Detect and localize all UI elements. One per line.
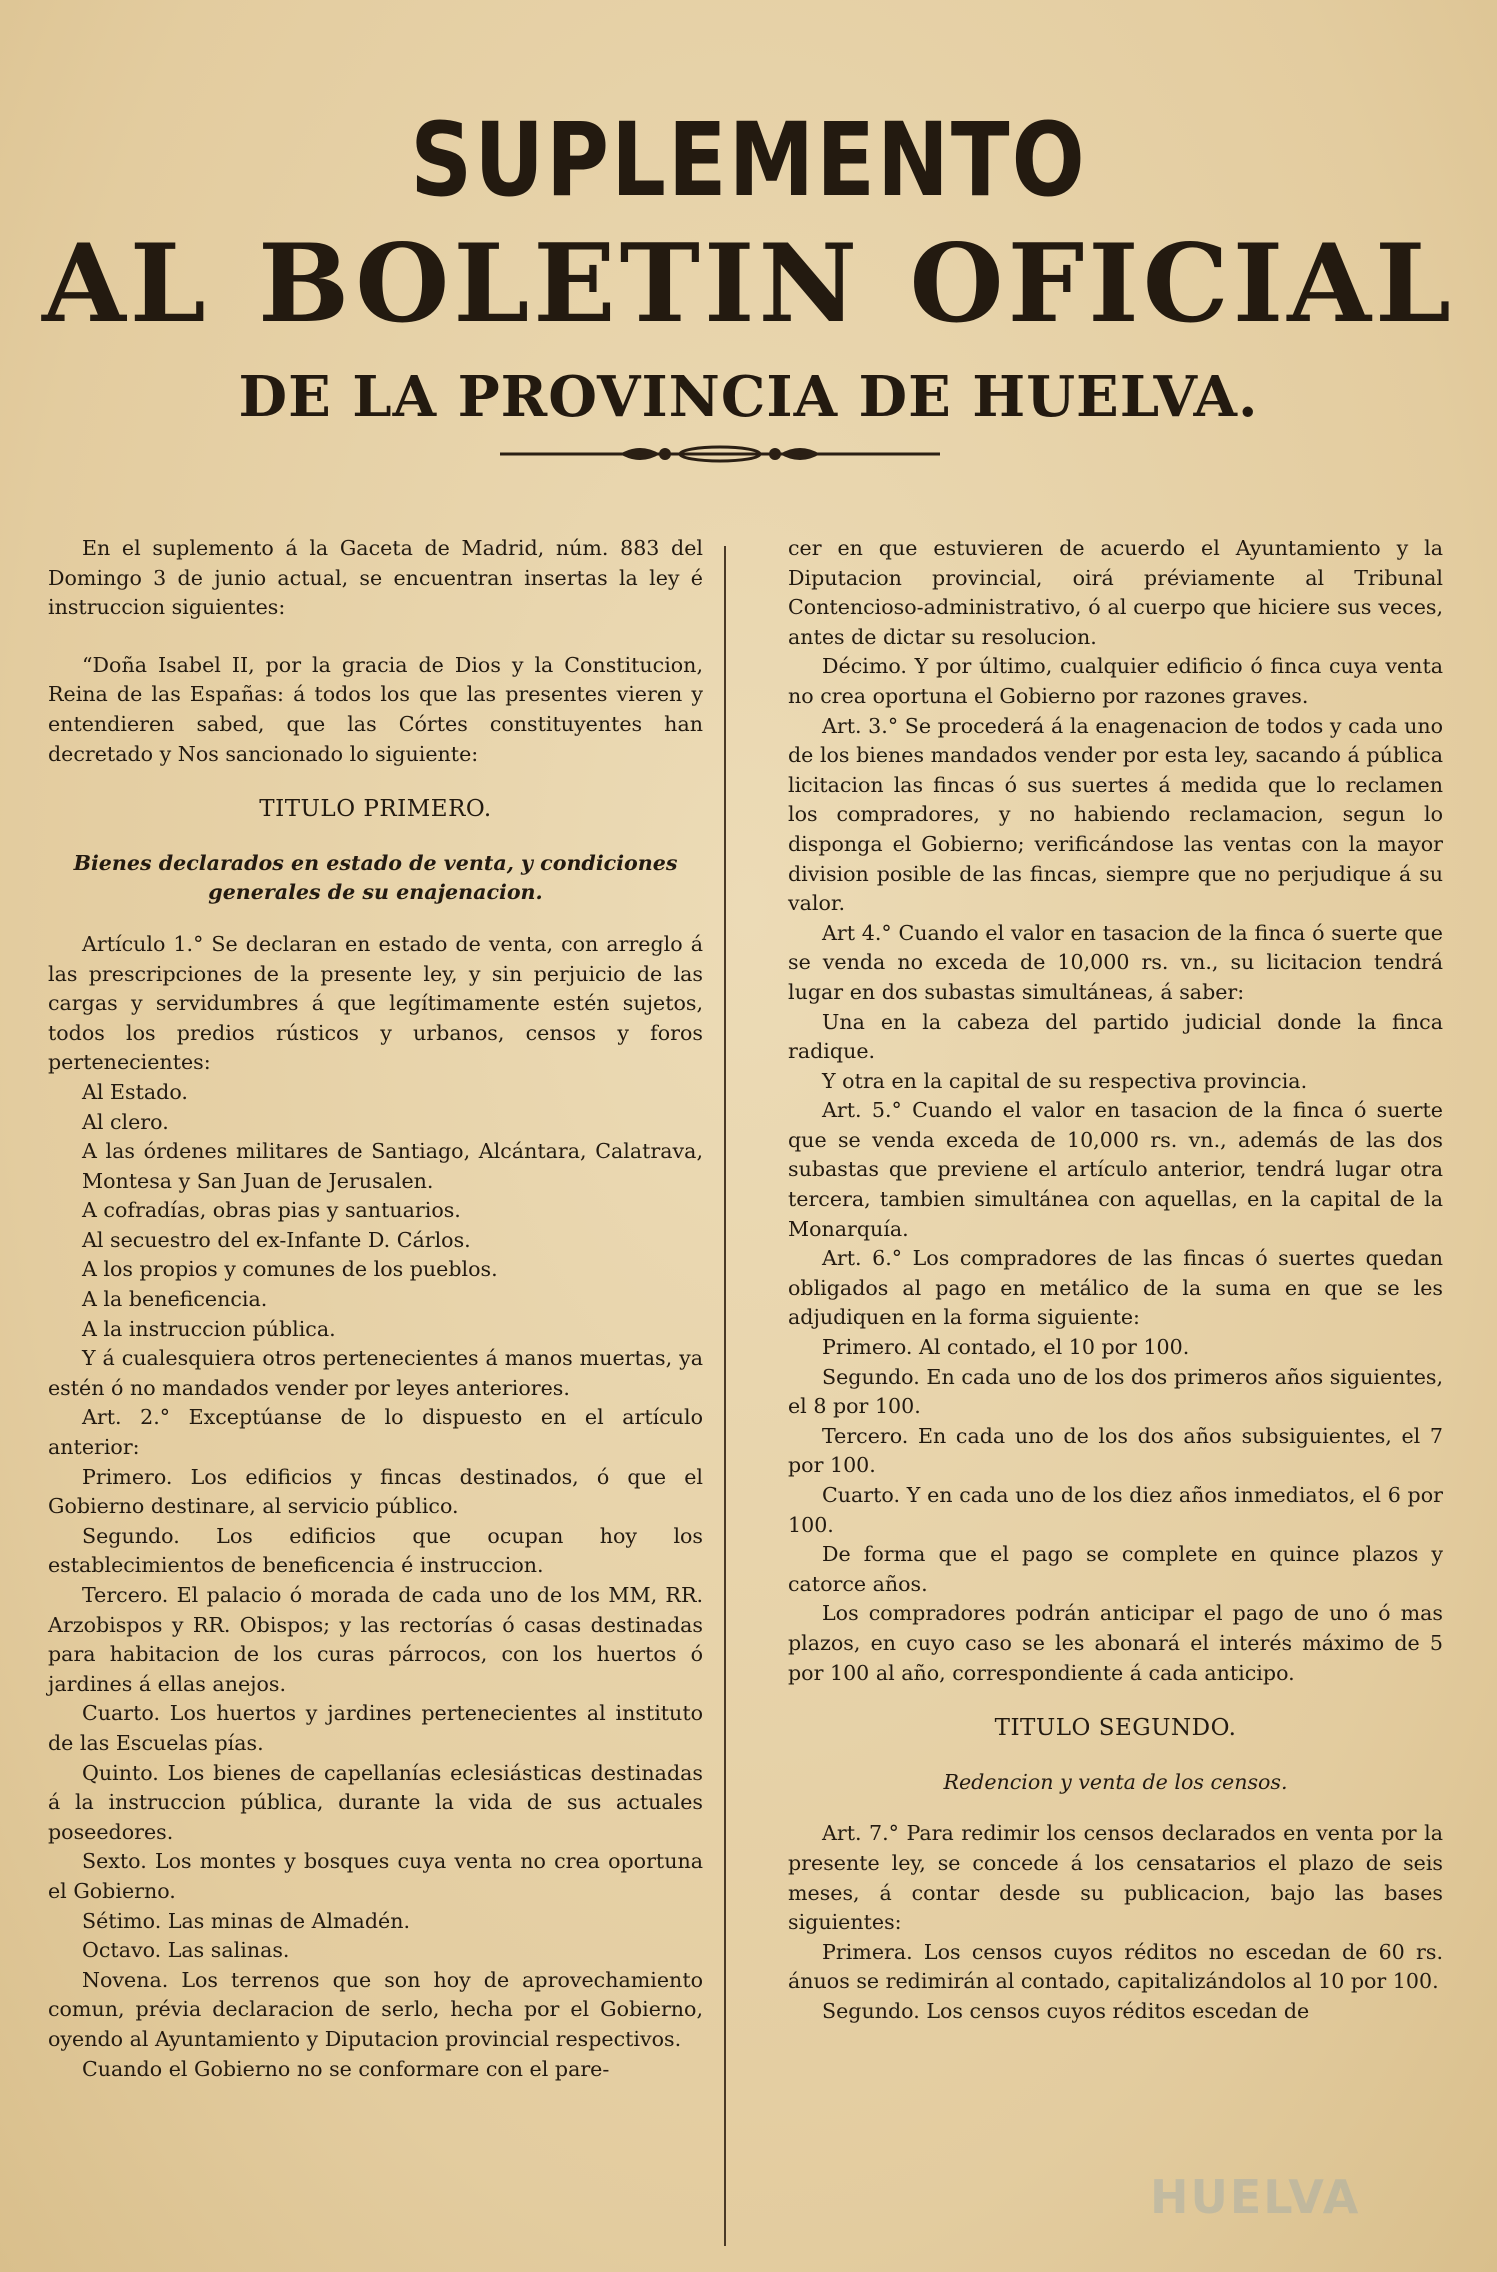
article-7-item: Segundo. Los censos cuyos réditos escedan de xyxy=(822,1998,1310,2023)
article-2-decimo: Décimo. Y por último, cualquier edificio ó finca cuya venta no crea oportuna el Gobierno por razones graves. xyxy=(788,654,1443,708)
preamble-paragraph: “Doña Isabel II, por la gracia de Dios y la Constitucion, Reina de las Españas: á todos los que las presentes vieren y entendieren sabed, que las Córtes constituyentes han decretado y Nos sancionado lo siguiente: xyxy=(48,652,703,766)
article-2-item: Octavo. Las salinas. xyxy=(82,1938,290,1963)
article-6: Art. 6.° Los compradores de las fincas ó suertes quedan obligados al pago en metálico de la suma en que se les adjudiquen en la forma siguiente: xyxy=(788,1246,1443,1330)
article-2-item: Sexto. Los montes y bosques cuya venta no crea oportuna el Gobierno. xyxy=(48,1849,703,1903)
left-column xyxy=(48,534,703,2084)
article-2-item: Primero. Los edificios y fincas destinados, ó que el Gobierno destinare, al servicio público. xyxy=(48,1464,703,1519)
article-2-item: Novena. Los terrenos que son hoy de aprovechamiento comun, prévia declaracion de serlo, hecha por el Gobierno, oyendo al Ayuntamiento y Diputacion provincial respectivos. xyxy=(48,1967,703,2051)
article-2-item: Cuarto. Los huertos y jardines pertenecientes al instituto de las Escuelas pías. xyxy=(48,1701,703,1755)
list-item: Al secuestro del ex-Infante D. Cárlos. xyxy=(82,1227,471,1252)
article-7-item: Primera. Los censos cuyos réditos no escedan de 60 rs. ánuos se redimirán al contado, capitalizándolos al 10 por 100. xyxy=(788,1939,1443,1994)
article-2: Art. 2.° Exceptúanse de lo dispuesto en el artículo anterior: xyxy=(48,1405,703,1460)
article-6-item: Primero. Al contado, el 10 por 100. xyxy=(822,1335,1190,1360)
article-4-item: Y otra en la capital de su respectiva provincia. xyxy=(822,1068,1308,1093)
list-item: A las órdenes militares de Santiago, Alcántara, Calatrava, Montesa y San Juan de Jerusalen. xyxy=(82,1139,703,1193)
list-item: A los propios y comunes de los pueblos. xyxy=(82,1257,498,1282)
intro-paragraph: En el suplemento á la Gaceta de Madrid, núm. 883 del Domingo 3 de junio actual, se encuentran insertas la ley é instruccion siguientes: xyxy=(48,536,703,620)
article-6-item: Segundo. En cada uno de los dos primeros años siguientes, el 8 por 100. xyxy=(788,1364,1443,1419)
titulo-primero-heading: TITULO PRIMERO. xyxy=(259,796,492,823)
continuation-paragraph: cer en que estuvieren de acuerdo el Ayuntamiento y la Diputacion provincial, oirá préviamente al Tribunal Contencioso-administrativo, ó al cuerpo que hiciere sus veces, antes de dictar su resolucion. xyxy=(788,536,1443,649)
titulo-segundo-subheading: Redencion y venta de los censos. xyxy=(943,1769,1288,1794)
archive-watermark: HUELVA xyxy=(1150,2170,1361,2224)
article-3: Art. 3.° Se procederá á la enagenacion de todos y cada uno de los bienes mandados vender por esta ley, sacando á pública licitacion las fincas ó sus suertes á medida que lo reclamen los compradores, y no habiendo reclamacion, segun lo disponga el Gobierno; verificándose las ventas con la mayor division posible de las fincas, siempre que no perjudique á su valor. xyxy=(788,713,1443,916)
masthead-word-boletin: BOLETIN xyxy=(258,221,862,347)
article-2-item: Sétimo. Las minas de Almadén. xyxy=(82,1908,411,1933)
article-2-item: Tercero. El palacio ó morada de cada uno de los MM, RR. Arzobispos y RR. Obispos; y las rectorías ó casas destinadas para habitacion de los curas párrocos, con los huertos ó jardines á ellas anejos. xyxy=(48,1583,703,1696)
article-6-item: De forma que el pago se complete en quince plazos y catorce años. xyxy=(788,1542,1443,1596)
ornament-divider xyxy=(500,440,940,468)
article-6-item: Cuarto. Y en cada uno de los diez años inmediatos, el 6 por 100. xyxy=(788,1483,1443,1537)
titulo-segundo-heading: TITULO SEGUNDO. xyxy=(994,1715,1237,1742)
list-item: A la instruccion pública. xyxy=(82,1316,336,1341)
article-7: Art. 7.° Para redimir los censos declarados en venta por la presente ley, se concede á los censatarios el plazo de seis meses, á contar desde su publicacion, bajo las bases siguientes: xyxy=(788,1821,1443,1935)
article-6-item: Tercero. En cada uno de los dos años subsiguientes, el 7 por 100. xyxy=(788,1423,1443,1478)
column-rule xyxy=(724,546,726,2246)
masthead xyxy=(0,101,1497,430)
masthead-provincia: DE LA PROVINCIA DE HUELVA. xyxy=(238,364,1259,430)
article-2-item: Quinto. Los bienes de capellanías eclesiásticas destinadas á la instruccion pública, durante la vida de sus actuales poseedores. xyxy=(48,1760,703,1844)
masthead-word-oficial: OFICIAL xyxy=(909,221,1455,347)
article-4: Art 4.° Cuando el valor en tasacion de la finca ó suerte que se venda no exceda de 10,000 rs. vn., su licitacion tendrá lugar en dos subastas simultáneas, á saber: xyxy=(788,920,1443,1004)
titulo-primero-subheading: Bienes declarados en estado de venta, y condiciones generales de su enajenacion. xyxy=(73,850,678,905)
masthead-word-al: AL xyxy=(42,221,210,347)
right-column xyxy=(788,534,1443,2027)
article-2-item: Segundo. Los edificios que ocupan hoy los establecimientos de beneficencia é instruccion. xyxy=(48,1523,703,1578)
list-item: A la beneficencia. xyxy=(82,1287,268,1312)
list-tail: Y á cualesquiera otros pertenecientes á manos muertas, ya estén ó no mandados vender por leyes anteriores. xyxy=(48,1346,703,1400)
article-1: Artículo 1.° Se declaran en estado de venta, con arreglo á las prescripciones de la presente ley, y sin perjuicio de las cargas y servidumbres á que legítimamente estén sujetos, todos los predios rústicos y urbanos, censos y foros pertenecientes: xyxy=(48,931,703,1075)
list-item: Al clero. xyxy=(82,1109,169,1134)
masthead-suplemento: SUPLEMENTO xyxy=(410,101,1087,220)
article-2-item: Cuando el Gobierno no se conformare con el pare- xyxy=(82,2056,610,2081)
article-5: Art. 5.° Cuando el valor en tasacion de la finca ó suerte que se venda exceda de 10,000 rs. vn., además de las dos subastas que previene el artículo anterior, tendrá lugar otra tercera, tambien simultánea con aquellas, en la capital de la Monarquía. xyxy=(788,1098,1443,1241)
list-item: Al Estado. xyxy=(82,1079,188,1104)
article-6-tail: Los compradores podrán anticipar el pago de uno ó mas plazos, en cuyo caso se les abonará el interés máximo de 5 por 100 al año, correspondiente á cada anticipo. xyxy=(788,1601,1443,1685)
article-4-item: Una en la cabeza del partido judicial donde la finca radique. xyxy=(788,1009,1443,1064)
list-item: A cofradías, obras pias y santuarios. xyxy=(82,1198,461,1223)
masthead-boletin xyxy=(0,221,1497,347)
